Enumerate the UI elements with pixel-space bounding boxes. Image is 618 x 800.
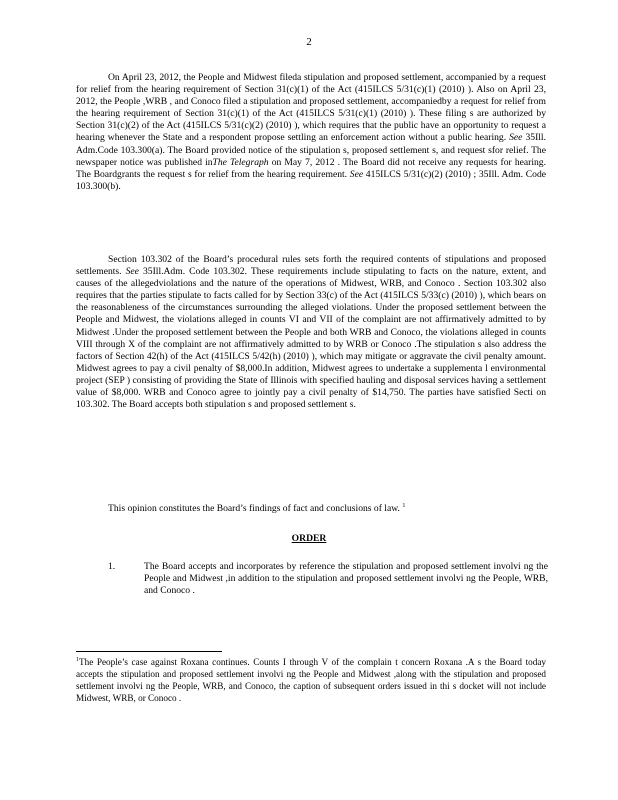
footnote-divider [76, 651, 222, 652]
paragraph-text: This opinion constitutes the Board’s findings of fact and conclusions of law. [108, 503, 400, 514]
order-item-text: The Board accepts and incorporates by reference the stipulation and proposed settlement involvi ng the People and Midwest ,in addition to the stipulation and proposed settlement involvi ng the People, WRB, and Conoco . [144, 561, 548, 597]
newspaper-name: The Telegraph [212, 156, 269, 168]
citation-signal: See [349, 168, 364, 180]
footnote-reference: 1 [402, 502, 406, 509]
paragraph-text: 415ILCS 5/31(c)(2) (2010) ; 35Ill. Adm. Code 103.300(b). [76, 168, 546, 192]
paragraph-hearing-relief [76, 72, 546, 193]
paragraph-opinion-statement [108, 503, 548, 515]
paragraph-text: on May 7, 2012 . The Board did not receive any requests for hearing. The Boardgrants the request s for relief from the hearing requirement. [76, 156, 546, 180]
footnote-text: The People’s case against Roxana continues. Counts I through V of the complain t concern Roxana .A s the Board today accepts the stipulation and proposed settlement involvi ng the People and Midwest ,along with the stipulation and proposed settlement involvi ng the People, WRB, and Conoco, the caption of subsequent orders issued in thi s docket will not include Midwest, WRB, or Conoco . [76, 657, 546, 704]
order-item-number: 1. [108, 561, 116, 572]
citation-signal: See [509, 132, 523, 144]
page-number: 2 [306, 36, 312, 48]
paragraph-settlement-contents [76, 254, 546, 411]
footnote [76, 656, 546, 704]
citation-signal: See [125, 266, 139, 278]
paragraph-text: 35Ill. Adm.Code 103.300(a). The Board provided notice of the stipulation s, proposed settlement s, and request sfor relief. The newspaper notice was published in [76, 132, 546, 168]
paragraph-text: 35Ill.Adm. Code 103.302. These requirements include stipulating to facts on the nature, extent, and causes of the allegedviolations and the nature of the operations of Midwest, WRB, and Conoco . Section 103.302 also requires that the parties stipulate to facts called for by Section 33(c) of the Act (415ILCS 5/33(c) (2010) ), which bears on the reasonableness of the circumstances surrounding the alleged violations. Under the proposed settlement between the People and Midwest, the violations alleged in counts VI and VII of the complaint are not affirmatively admitted to by Midwest .Under the proposed settlement between the People and both WRB and Conoco, the violations alleged in counts VIII through X of the complaint are not affirmatively admitted to by WRB or Conoco .The stipulation s also address the factors of Section 42(h) of the Act (415ILCS 5/42(h) (2010) ), which may mitigate or aggravate the civil penalty amount. Midwest agrees to pay a civil penalty of $8,000.In addition, Midwest agrees to undertake a supplementa l environmental project (SEP ) consisting of providing the State of Illinois with specified hauling and disposal services having a settlement value of $8,000. WRB and Conoco agree to jointly pay a civil penalty of $14,750. The parties have satisfied Secti on 103.302. The Board accepts both stipulation s and proposed settlement s. [76, 266, 546, 411]
order-heading: ORDER [291, 533, 327, 544]
paragraph-text: Section 103.302 of the Board’s procedural rules sets forth the required contents of stipulations and proposed settlements. [76, 254, 546, 278]
paragraph-text: On April 23, 2012, the People and Midwest fileda stipulation and proposed settlement, accompanied by a request for relief from the hearing requirement of Section 31(c)(1) of the Act (415ILCS 5/31(c)(1) (2010) ). Also on April 23, 2012, the People ,WRB , and Conoco filed a stipulation and proposed settlement, accompaniedby a request for relief from the hearing requirement of Section 31(c)(1) of the Act (415ILCS 5/31(c)(1) (2010) ). These filing s are authorized by Section 31(c)(2) of the Act (415ILCS 5/31(c)(2) (2010) ), which requires that the public have an opportunity to request a hearing whenever the State and a respondent propose settling an enforcement action without a public hearing. [76, 72, 546, 144]
footnote-marker: 1 [76, 656, 79, 663]
